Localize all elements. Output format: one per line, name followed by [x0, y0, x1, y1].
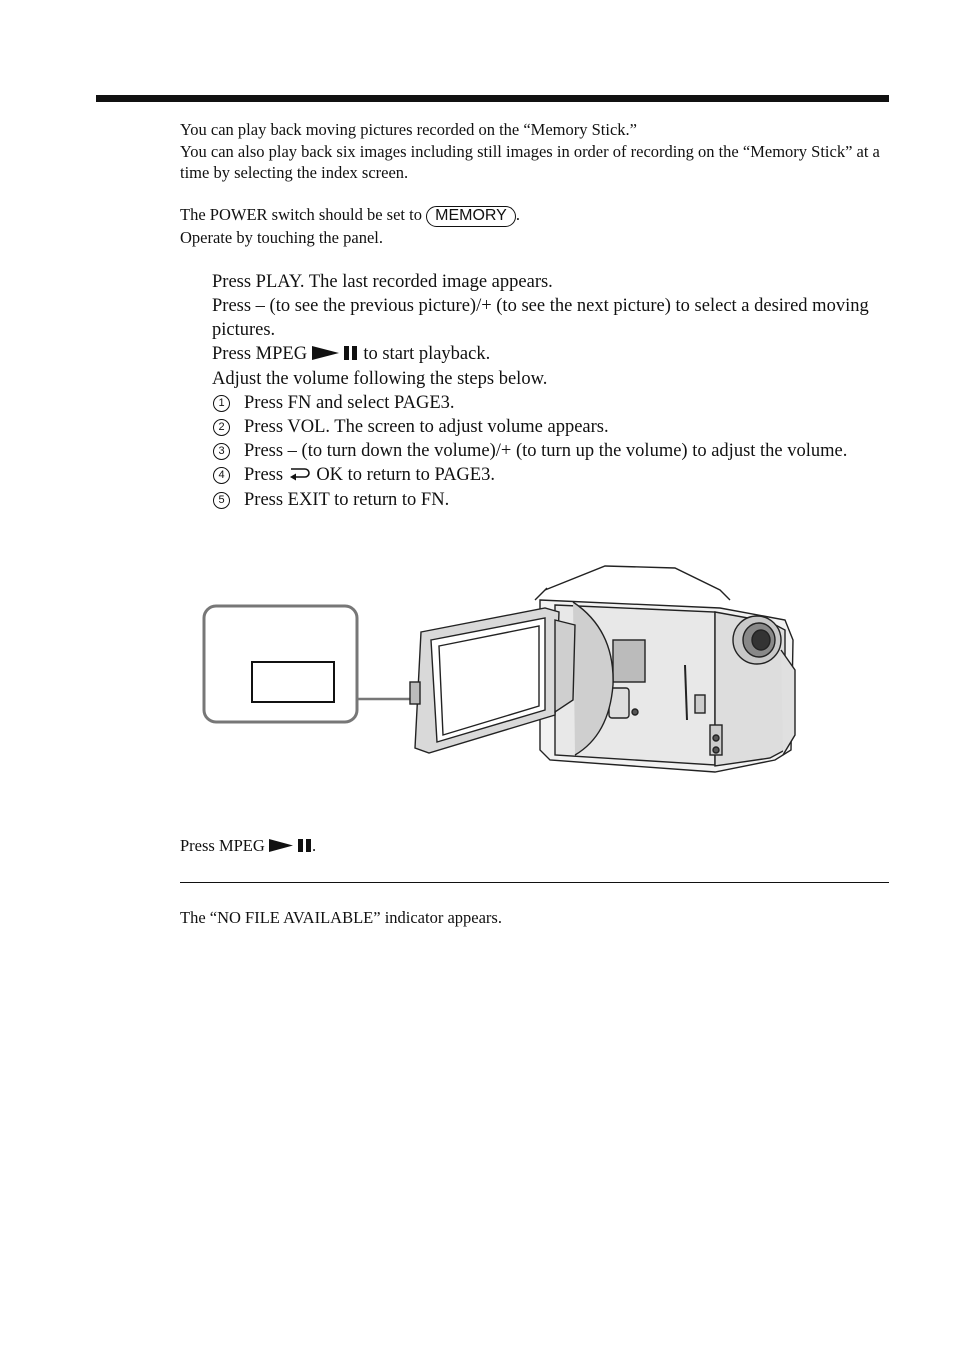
step-2: Press – (to see the previous picture)/+ (to see the next picture) to select a desired moving pictures.	[212, 296, 869, 340]
pause-instruction	[180, 835, 889, 858]
no-file-note: The “NO FILE AVAILABLE” indicator appears.	[180, 908, 502, 927]
circled-number: 1	[213, 395, 230, 412]
pause-text	[180, 835, 889, 858]
substep-5	[212, 488, 889, 512]
step-3-before: Press MPEG	[212, 344, 312, 364]
section-divider	[180, 882, 889, 883]
operate-instruction: Operate by touching the panel.	[180, 228, 383, 247]
step-3-after: to start playback.	[358, 344, 491, 364]
step-4: Adjust the volume following the steps below.	[212, 368, 548, 389]
preparation-text	[180, 204, 889, 249]
substep-1	[212, 391, 889, 415]
power-text-before: The POWER switch should be set to	[180, 205, 427, 224]
step-3	[212, 342, 889, 367]
return-icon	[288, 464, 312, 488]
pause-text-after: .	[311, 836, 317, 855]
intro-line-1: You can play back moving pictures recorded on the “Memory Stick.”	[180, 120, 637, 139]
substep-text: Press VOL. The screen to adjust volume appears.	[244, 416, 609, 437]
substep-text: Press FN and select PAGE3.	[244, 392, 455, 413]
procedure-steps	[212, 270, 889, 512]
circled-number: 5	[213, 492, 230, 509]
circled-number: 2	[213, 419, 230, 436]
substep-4	[212, 463, 889, 488]
substep-text-after: OK to return to PAGE3.	[311, 464, 495, 485]
memory-mode-badge: MEMORY	[426, 206, 516, 227]
power-text-after: .	[515, 205, 520, 224]
intro-line-2: You can also play back six images including still images in order of recording on the “Memory Stick” at a time by selecting the index screen.	[180, 141, 880, 182]
pause-text-before: Press MPEG	[180, 836, 269, 855]
play-pause-icon	[269, 836, 312, 858]
circled-number: 3	[213, 443, 230, 460]
intro-text	[180, 119, 889, 184]
play-pause-icon	[312, 343, 359, 367]
camcorder-illustration	[195, 560, 805, 785]
note-text	[180, 907, 889, 929]
substep-2	[212, 415, 889, 439]
header-rule	[96, 95, 889, 102]
step-1: Press PLAY. The last recorded image appears.	[212, 272, 553, 292]
power-switch-instruction	[180, 204, 889, 227]
volume-substeps	[212, 391, 889, 512]
substep-text: Press – (to turn down the volume)/+ (to turn up the volume) to adjust the volume.	[244, 440, 848, 461]
callout-button-outline	[252, 662, 334, 702]
circled-number: 4	[213, 467, 230, 484]
substep-3	[212, 439, 889, 463]
substep-text: Press EXIT to return to FN.	[244, 489, 450, 510]
substep-text-before: Press	[244, 464, 288, 485]
